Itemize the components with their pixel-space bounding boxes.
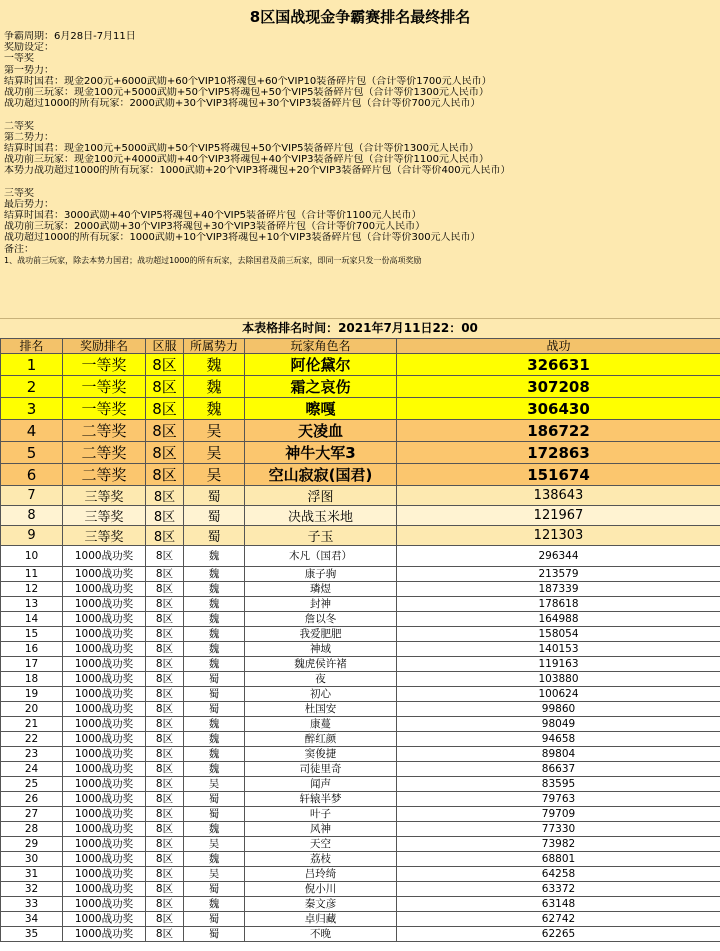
server-cell[interactable]: 8区 (146, 612, 184, 627)
server-cell[interactable]: 8区 (146, 702, 184, 717)
column-header-rank[interactable]: 排名 (1, 339, 63, 354)
table-row (1, 912, 720, 927)
merit-cell[interactable]: 103880 (397, 672, 720, 687)
rank-cell[interactable]: 30 (1, 852, 63, 867)
award-cell[interactable]: 1000战功奖 (63, 687, 146, 702)
faction-cell[interactable]: 魏 (184, 398, 245, 420)
table-row (1, 672, 720, 687)
merit-cell[interactable]: 62265 (397, 927, 720, 942)
server-cell[interactable]: 8区 (146, 642, 184, 657)
note-line: 第一势力： (4, 64, 54, 76)
note-line: 本势力战功超过1000的所有玩家：1000武勋+20个VIP3将魂包+20个VIP3装备碎片包（合计等价400元人民币） (4, 165, 511, 177)
server-cell[interactable]: 8区 (146, 867, 184, 882)
rank-cell[interactable]: 6 (1, 464, 63, 486)
ranking-table (0, 338, 720, 942)
table-row (1, 687, 720, 702)
faction-cell[interactable]: 蜀 (184, 912, 245, 927)
faction-cell[interactable]: 魏 (184, 567, 245, 582)
table-row (1, 732, 720, 747)
merit-cell[interactable]: 62742 (397, 912, 720, 927)
award-cell[interactable]: 三等奖 (63, 506, 146, 526)
award-cell[interactable]: 1000战功奖 (63, 927, 146, 942)
faction-cell[interactable]: 魏 (184, 354, 245, 376)
player-name-cell[interactable]: 不晚 (245, 927, 397, 942)
server-cell[interactable]: 8区 (146, 672, 184, 687)
server-cell[interactable]: 8区 (146, 897, 184, 912)
table-row (1, 642, 720, 657)
player-name-cell[interactable]: 夜 (245, 672, 397, 687)
faction-cell[interactable]: 魏 (184, 852, 245, 867)
merit-cell[interactable]: 64258 (397, 867, 720, 882)
rank-cell[interactable]: 34 (1, 912, 63, 927)
player-name-cell[interactable]: 司徒里奇 (245, 762, 397, 777)
award-cell[interactable]: 一等奖 (63, 354, 146, 376)
table-row (1, 612, 720, 627)
server-cell[interactable]: 8区 (146, 464, 184, 486)
table-row (1, 882, 720, 897)
player-name-cell[interactable]: 璘煜 (245, 582, 397, 597)
rank-cell[interactable]: 15 (1, 627, 63, 642)
faction-cell[interactable]: 吴 (184, 837, 245, 852)
faction-cell[interactable]: 魏 (184, 597, 245, 612)
player-name-cell[interactable]: 子玉 (245, 526, 397, 546)
column-header-merit[interactable]: 战功 (397, 339, 720, 354)
merit-cell[interactable]: 73982 (397, 837, 720, 852)
rank-cell[interactable]: 35 (1, 927, 63, 942)
server-cell[interactable]: 8区 (146, 442, 184, 464)
award-cell[interactable]: 1000战功奖 (63, 717, 146, 732)
player-name-cell[interactable]: 吕玲绮 (245, 867, 397, 882)
rank-cell[interactable]: 13 (1, 597, 63, 612)
merit-cell[interactable]: 121967 (397, 506, 720, 526)
rank-cell[interactable]: 22 (1, 732, 63, 747)
faction-cell[interactable]: 吴 (184, 420, 245, 442)
faction-cell[interactable]: 魏 (184, 732, 245, 747)
table-row (1, 657, 720, 672)
table-row (1, 747, 720, 762)
table-row (1, 464, 720, 486)
faction-cell[interactable]: 魏 (184, 642, 245, 657)
player-name-cell[interactable]: 叶子 (245, 807, 397, 822)
merit-cell[interactable]: 140153 (397, 642, 720, 657)
note-line: 最后势力： (4, 198, 54, 210)
note-line: 结算时国君：现金200元+6000武勋+60个VIP10将魂包+60个VIP10装备碎片包（合计等价1700元人民币） (4, 75, 492, 87)
award-cell[interactable]: 1000战功奖 (63, 897, 146, 912)
player-name-cell[interactable]: 嚓嘎 (245, 398, 397, 420)
faction-cell[interactable]: 魏 (184, 657, 245, 672)
award-cell[interactable]: 1000战功奖 (63, 672, 146, 687)
rank-cell[interactable]: 10 (1, 546, 63, 567)
rank-cell[interactable]: 5 (1, 442, 63, 464)
merit-cell[interactable]: 151674 (397, 464, 720, 486)
player-name-cell[interactable]: 闻声 (245, 777, 397, 792)
rank-cell[interactable]: 8 (1, 506, 63, 526)
award-cell[interactable]: 1000战功奖 (63, 657, 146, 672)
table-row (1, 546, 720, 567)
faction-cell[interactable]: 蜀 (184, 807, 245, 822)
faction-cell[interactable]: 吴 (184, 777, 245, 792)
merit-cell[interactable]: 164988 (397, 612, 720, 627)
merit-cell[interactable]: 98049 (397, 717, 720, 732)
faction-cell[interactable]: 魏 (184, 822, 245, 837)
server-cell[interactable]: 8区 (146, 882, 184, 897)
faction-cell[interactable]: 魏 (184, 582, 245, 597)
column-header-server[interactable]: 区服 (146, 339, 184, 354)
player-name-cell[interactable]: 天凌血 (245, 420, 397, 442)
player-name-cell[interactable]: 木凡（国君） (245, 546, 397, 567)
note-line: 争霸周期：6月28日-7月11日 (4, 31, 136, 42)
table-row (1, 354, 720, 376)
server-cell[interactable]: 8区 (146, 777, 184, 792)
table-row (1, 927, 720, 942)
rank-cell[interactable]: 18 (1, 672, 63, 687)
note-line: 结算时国君：3000武勋+40个VIP5将魂包+40个VIP5装备碎片包（合计等价1100元人民币） (4, 210, 422, 221)
server-cell[interactable]: 8区 (146, 807, 184, 822)
rank-cell[interactable]: 24 (1, 762, 63, 777)
award-cell[interactable]: 一等奖 (63, 398, 146, 420)
rank-cell[interactable]: 20 (1, 702, 63, 717)
table-row (1, 582, 720, 597)
server-cell[interactable]: 8区 (146, 376, 184, 398)
player-name-cell[interactable]: 荔枝 (245, 852, 397, 867)
table-header-row (1, 339, 720, 354)
note-line: 战功超过1000的所有玩家：2000武勋+30个VIP3将魂包+30个VIP3装备碎片包（合计等价700元人民币） (4, 98, 481, 110)
note-line: 三等奖 (4, 187, 34, 199)
table-row (1, 567, 720, 582)
faction-cell[interactable]: 吴 (184, 464, 245, 486)
header-block (0, 0, 720, 319)
rank-cell[interactable]: 14 (1, 612, 63, 627)
rank-cell[interactable]: 31 (1, 867, 63, 882)
merit-cell[interactable]: 213579 (397, 567, 720, 582)
award-cell[interactable]: 一等奖 (63, 376, 146, 398)
faction-cell[interactable]: 魏 (184, 897, 245, 912)
award-cell[interactable]: 1000战功奖 (63, 762, 146, 777)
merit-cell[interactable]: 89804 (397, 747, 720, 762)
rank-cell[interactable]: 11 (1, 567, 63, 582)
table-row (1, 597, 720, 612)
table-row (1, 506, 720, 526)
table-row (1, 486, 720, 506)
column-header-player-name[interactable]: 玩家角色名 (245, 339, 397, 354)
award-cell[interactable]: 1000战功奖 (63, 822, 146, 837)
server-cell[interactable]: 8区 (146, 486, 184, 506)
merit-cell[interactable]: 63372 (397, 882, 720, 897)
server-cell[interactable]: 8区 (146, 732, 184, 747)
table-row (1, 526, 720, 546)
faction-cell[interactable]: 蜀 (184, 506, 245, 526)
award-cell[interactable]: 1000战功奖 (63, 867, 146, 882)
server-cell[interactable]: 8区 (146, 747, 184, 762)
merit-cell[interactable]: 83595 (397, 777, 720, 792)
merit-cell[interactable]: 158054 (397, 627, 720, 642)
merit-cell[interactable]: 326631 (397, 354, 720, 376)
note-line: 一等奖 (4, 53, 34, 65)
award-cell[interactable]: 1000战功奖 (63, 546, 146, 567)
player-name-cell[interactable]: 我爱肥肥 (245, 627, 397, 642)
rank-cell[interactable]: 28 (1, 822, 63, 837)
merit-cell[interactable]: 307208 (397, 376, 720, 398)
player-name-cell[interactable]: 醉红颜 (245, 732, 397, 747)
column-header-award[interactable]: 奖励排名 (63, 339, 146, 354)
merit-cell[interactable]: 77330 (397, 822, 720, 837)
faction-cell[interactable]: 吴 (184, 867, 245, 882)
server-cell[interactable]: 8区 (146, 567, 184, 582)
server-cell[interactable]: 8区 (146, 627, 184, 642)
faction-cell[interactable]: 蜀 (184, 526, 245, 546)
player-name-cell[interactable]: 天空 (245, 837, 397, 852)
sheet-title: 8区国战现金争霸赛排名最终排名 (249, 8, 471, 26)
note-line: 结算时国君：现金100元+5000武勋+50个VIP5将魂包+50个VIP5装备碎片包（合计等价1300元人民币） (4, 142, 479, 154)
note-line: 奖励设定： (4, 42, 54, 54)
server-cell[interactable]: 8区 (146, 420, 184, 442)
note-line: 战功超过1000的所有玩家：1000武勋+10个VIP3将魂包+10个VIP3装备碎片包（合计等价300元人民币） (4, 232, 481, 244)
rank-cell[interactable]: 12 (1, 582, 63, 597)
note-line (4, 176, 716, 187)
player-name-cell[interactable]: 初心 (245, 687, 397, 702)
table-row (1, 777, 720, 792)
award-cell[interactable]: 1000战功奖 (63, 747, 146, 762)
faction-cell[interactable]: 蜀 (184, 672, 245, 687)
server-cell[interactable]: 8区 (146, 546, 184, 567)
player-name-cell[interactable]: 轩辕半梦 (245, 792, 397, 807)
player-name-cell[interactable]: 卓归藏 (245, 912, 397, 927)
faction-cell[interactable]: 魏 (184, 747, 245, 762)
table-row (1, 897, 720, 912)
merit-cell[interactable]: 94658 (397, 732, 720, 747)
table-row (1, 837, 720, 852)
server-cell[interactable]: 8区 (146, 582, 184, 597)
server-cell[interactable]: 8区 (146, 398, 184, 420)
award-cell[interactable]: 1000战功奖 (63, 597, 146, 612)
player-name-cell[interactable]: 秦文彦 (245, 897, 397, 912)
table-row (1, 762, 720, 777)
rank-cell[interactable]: 17 (1, 657, 63, 672)
player-name-cell[interactable]: 风神 (245, 822, 397, 837)
faction-cell[interactable]: 蜀 (184, 486, 245, 506)
merit-cell[interactable]: 79709 (397, 807, 720, 822)
player-name-cell[interactable]: 空山寂寂(国君) (245, 464, 397, 486)
server-cell[interactable]: 8区 (146, 597, 184, 612)
award-cell[interactable]: 1000战功奖 (63, 567, 146, 582)
rank-cell[interactable]: 9 (1, 526, 63, 546)
server-cell[interactable]: 8区 (146, 762, 184, 777)
table-row (1, 792, 720, 807)
award-cell[interactable]: 1000战功奖 (63, 642, 146, 657)
player-name-cell[interactable]: 神牛大军3 (245, 442, 397, 464)
award-cell[interactable]: 三等奖 (63, 486, 146, 506)
player-name-cell[interactable]: 窦俊捷 (245, 747, 397, 762)
rank-cell[interactable]: 33 (1, 897, 63, 912)
faction-cell[interactable]: 魏 (184, 627, 245, 642)
player-name-cell[interactable]: 阿伦黛尔 (245, 354, 397, 376)
faction-cell[interactable]: 吴 (184, 442, 245, 464)
award-cell[interactable]: 三等奖 (63, 526, 146, 546)
player-name-cell[interactable]: 封神 (245, 597, 397, 612)
player-name-cell[interactable]: 倪小川 (245, 882, 397, 897)
reward-notes (4, 31, 716, 266)
server-cell[interactable]: 8区 (146, 717, 184, 732)
note-line: 1、战功前三玩家，除去本势力国君；战功超过1000的所有玩家，去除国君及前三玩家，即同一玩家只发一份高项奖励 (4, 255, 422, 265)
server-cell[interactable]: 8区 (146, 657, 184, 672)
rank-cell[interactable]: 4 (1, 420, 63, 442)
merit-cell[interactable]: 172863 (397, 442, 720, 464)
rank-cell[interactable]: 7 (1, 486, 63, 506)
award-cell[interactable]: 1000战功奖 (63, 852, 146, 867)
table-row (1, 420, 720, 442)
note-line: 第二势力： (4, 131, 54, 143)
note-line: 备注： (4, 243, 34, 255)
award-cell[interactable]: 1000战功奖 (63, 627, 146, 642)
server-cell[interactable]: 8区 (146, 354, 184, 376)
merit-cell[interactable]: 119163 (397, 657, 720, 672)
note-line: 战功前三玩家：2000武勋+30个VIP3将魂包+30个VIP3装备碎片包（合计等价700元人民币） (4, 221, 426, 233)
merit-cell[interactable]: 187339 (397, 582, 720, 597)
server-cell[interactable]: 8区 (146, 822, 184, 837)
merit-cell[interactable]: 121303 (397, 526, 720, 546)
rank-cell[interactable]: 19 (1, 687, 63, 702)
faction-cell[interactable]: 魏 (184, 612, 245, 627)
merit-cell[interactable]: 68801 (397, 852, 720, 867)
merit-cell[interactable]: 86637 (397, 762, 720, 777)
note-line: 战功前三玩家：现金100元+4000武勋+40个VIP3将魂包+40个VIP3装备碎片包（合计等价1100元人民币） (4, 154, 489, 166)
rank-cell[interactable]: 1 (1, 354, 63, 376)
rank-cell[interactable]: 29 (1, 837, 63, 852)
faction-cell[interactable]: 蜀 (184, 792, 245, 807)
award-cell[interactable]: 1000战功奖 (63, 807, 146, 822)
rank-cell[interactable]: 3 (1, 398, 63, 420)
faction-cell[interactable]: 魏 (184, 546, 245, 567)
award-cell[interactable]: 二等奖 (63, 464, 146, 486)
award-cell[interactable]: 1000战功奖 (63, 612, 146, 627)
server-cell[interactable]: 8区 (146, 837, 184, 852)
server-cell[interactable]: 8区 (146, 852, 184, 867)
award-cell[interactable]: 1000战功奖 (63, 702, 146, 717)
server-cell[interactable]: 8区 (146, 526, 184, 546)
merit-cell[interactable]: 186722 (397, 420, 720, 442)
award-cell[interactable]: 二等奖 (63, 420, 146, 442)
table-row (1, 867, 720, 882)
server-cell[interactable]: 8区 (146, 792, 184, 807)
merit-cell[interactable]: 79763 (397, 792, 720, 807)
award-cell[interactable]: 1000战功奖 (63, 792, 146, 807)
server-cell[interactable]: 8区 (146, 927, 184, 942)
player-name-cell[interactable]: 杜国安 (245, 702, 397, 717)
column-header-faction[interactable]: 所属势力 (184, 339, 245, 354)
player-name-cell[interactable]: 决战玉米地 (245, 506, 397, 526)
merit-cell[interactable]: 138643 (397, 486, 720, 506)
player-name-cell[interactable]: 霜之哀伤 (245, 376, 397, 398)
award-cell[interactable]: 二等奖 (63, 442, 146, 464)
table-row (1, 627, 720, 642)
rank-cell[interactable]: 32 (1, 882, 63, 897)
rank-cell[interactable]: 27 (1, 807, 63, 822)
rank-cell[interactable]: 2 (1, 376, 63, 398)
faction-cell[interactable]: 蜀 (184, 702, 245, 717)
table-body (1, 354, 720, 942)
table-row (1, 807, 720, 822)
award-cell[interactable]: 1000战功奖 (63, 582, 146, 597)
server-cell[interactable]: 8区 (146, 506, 184, 526)
award-cell[interactable]: 1000战功奖 (63, 732, 146, 747)
award-cell[interactable]: 1000战功奖 (63, 837, 146, 852)
rank-cell[interactable]: 16 (1, 642, 63, 657)
player-name-cell[interactable]: 浮图 (245, 486, 397, 506)
rank-cell[interactable]: 25 (1, 777, 63, 792)
player-name-cell[interactable]: 神域 (245, 642, 397, 657)
award-cell[interactable]: 1000战功奖 (63, 912, 146, 927)
table-row (1, 822, 720, 837)
server-cell[interactable]: 8区 (146, 912, 184, 927)
faction-cell[interactable]: 蜀 (184, 927, 245, 942)
merit-cell[interactable]: 296344 (397, 546, 720, 567)
table-row (1, 442, 720, 464)
player-name-cell[interactable]: 詹以冬 (245, 612, 397, 627)
faction-cell[interactable]: 魏 (184, 717, 245, 732)
server-cell[interactable]: 8区 (146, 687, 184, 702)
merit-cell[interactable]: 99860 (397, 702, 720, 717)
faction-cell[interactable]: 魏 (184, 762, 245, 777)
note-line: 二等奖 (4, 120, 34, 132)
note-line (4, 109, 716, 120)
faction-cell[interactable]: 蜀 (184, 687, 245, 702)
merit-cell[interactable]: 100624 (397, 687, 720, 702)
note-line: 战功前三玩家：现金100元+5000武勋+50个VIP5将魂包+50个VIP5装备碎片包（合计等价1300元人民币） (4, 86, 489, 98)
table-row (1, 717, 720, 732)
table-row (1, 398, 720, 420)
ranking-time-label: 本表格排名时间：2021年7月11日22：00 (0, 319, 720, 339)
faction-cell[interactable]: 魏 (184, 376, 245, 398)
player-name-cell[interactable]: 魏虎侯许褚 (245, 657, 397, 672)
award-cell[interactable]: 1000战功奖 (63, 777, 146, 792)
table-row (1, 376, 720, 398)
table-row (1, 702, 720, 717)
merit-cell[interactable]: 63148 (397, 897, 720, 912)
merit-cell[interactable]: 306430 (397, 398, 720, 420)
rank-cell[interactable]: 21 (1, 717, 63, 732)
award-cell[interactable]: 1000战功奖 (63, 882, 146, 897)
rank-cell[interactable]: 26 (1, 792, 63, 807)
faction-cell[interactable]: 蜀 (184, 882, 245, 897)
rank-cell[interactable]: 23 (1, 747, 63, 762)
player-name-cell[interactable]: 康蔓 (245, 717, 397, 732)
table-row (1, 852, 720, 867)
merit-cell[interactable]: 178618 (397, 597, 720, 612)
player-name-cell[interactable]: 康子驹 (245, 567, 397, 582)
